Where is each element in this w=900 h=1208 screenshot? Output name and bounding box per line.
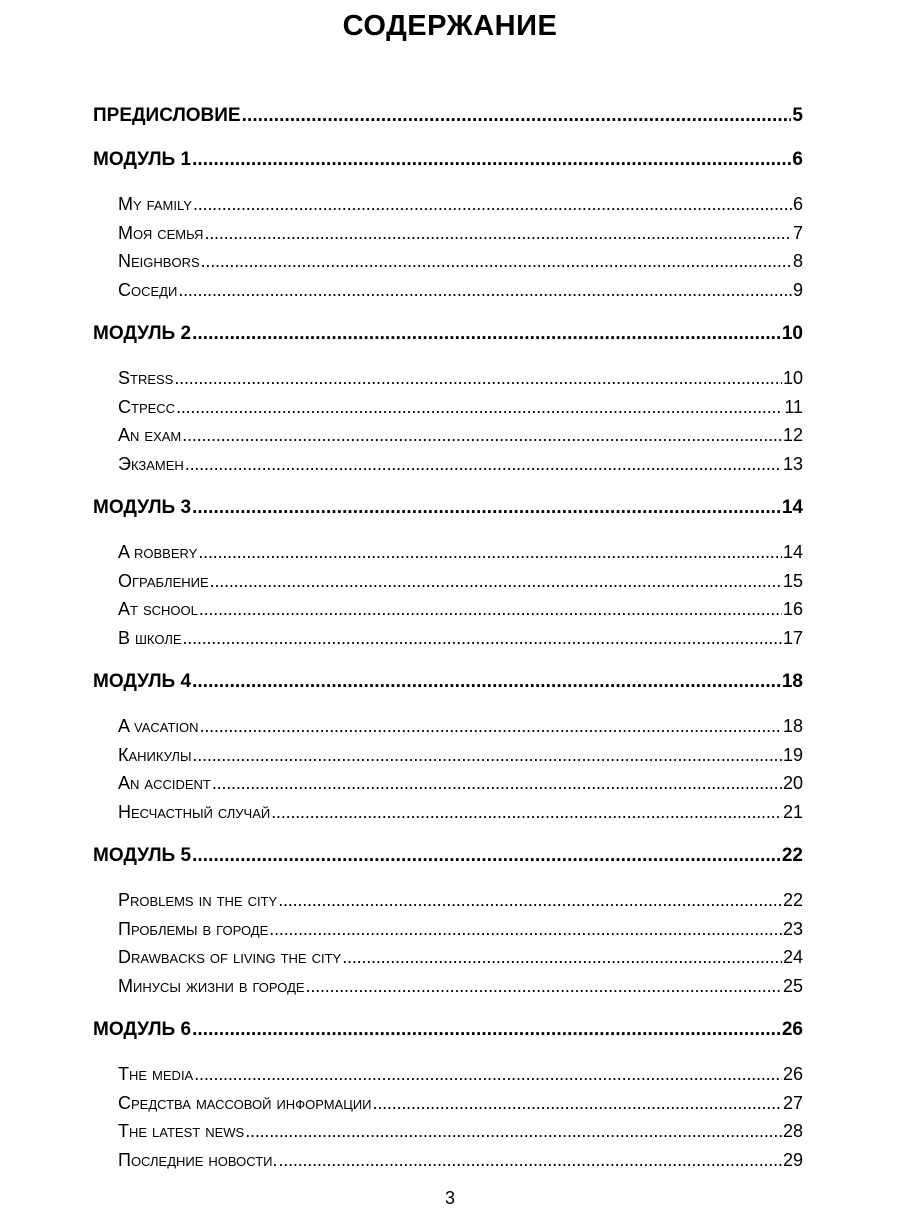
page-title: СОДЕРЖАНИЕ xyxy=(342,10,558,42)
toc-entry-page: 6 xyxy=(792,194,803,214)
toc-entry-page: 24 xyxy=(782,947,803,967)
toc-entry-page: 28 xyxy=(782,1121,803,1141)
toc-module-heading-page: 26 xyxy=(781,1019,803,1040)
toc-entry-label: Проблемы в городе xyxy=(118,918,269,939)
toc-entry-page: 11 xyxy=(784,396,803,417)
toc-entry[interactable] xyxy=(118,798,803,827)
dot-leader xyxy=(306,972,782,1001)
toc-entry-page: 21 xyxy=(782,801,803,822)
toc-entry-page: 22 xyxy=(782,890,803,910)
dot-leader xyxy=(192,146,791,174)
toc-entry-label: Стресс xyxy=(118,396,176,417)
dot-leader xyxy=(279,1146,782,1175)
toc-entry[interactable] xyxy=(118,421,803,450)
toc-entry-label: Последние новости. xyxy=(118,1149,278,1170)
toc-entry-label: Neighbors xyxy=(118,251,200,271)
toc-entry-label: An accident xyxy=(118,773,211,793)
toc-module-heading-label: МОДУЛЬ 4 xyxy=(93,671,192,692)
toc-module-section xyxy=(93,320,803,478)
toc-module-section xyxy=(93,146,803,304)
dot-leader xyxy=(183,624,782,653)
dot-leader xyxy=(192,494,781,522)
toc-entry[interactable] xyxy=(118,624,803,653)
toc-entry-page: 19 xyxy=(782,744,803,765)
toc-preface-section xyxy=(93,102,803,130)
toc-entry[interactable] xyxy=(118,219,803,248)
toc-entry-label: Моя семья xyxy=(118,222,204,243)
toc-entry-label: Соседи xyxy=(118,279,178,300)
dot-leader xyxy=(210,567,782,596)
toc-module-heading[interactable] xyxy=(93,1016,803,1044)
toc-entry[interactable] xyxy=(118,567,803,596)
dot-leader xyxy=(178,276,792,305)
dot-leader xyxy=(200,712,782,741)
toc-module-section xyxy=(93,668,803,826)
page-number: 3 xyxy=(444,1188,455,1208)
toc-module-heading-label: МОДУЛЬ 3 xyxy=(93,497,192,518)
dot-leader xyxy=(342,943,782,972)
toc-entry-label: Problems in the city xyxy=(118,890,278,910)
toc-module-heading[interactable] xyxy=(93,146,803,174)
toc-entry-page: 12 xyxy=(782,425,803,445)
toc-entry[interactable] xyxy=(118,886,803,915)
toc-entry-page: 18 xyxy=(782,716,803,736)
toc-entry[interactable] xyxy=(118,769,803,798)
toc-entry-page: 10 xyxy=(782,368,803,388)
dot-leader xyxy=(192,1016,781,1044)
dot-leader xyxy=(198,538,782,567)
toc-entry[interactable] xyxy=(118,915,803,944)
toc-module-heading[interactable] xyxy=(93,668,803,696)
toc-module-heading-page: 10 xyxy=(781,323,803,344)
dot-leader xyxy=(269,915,782,944)
toc-module-heading-page: 14 xyxy=(781,497,803,518)
toc-entry-page: 7 xyxy=(792,222,803,243)
toc-entry-label: Несчастный случай xyxy=(118,801,271,822)
dot-leader xyxy=(194,1060,782,1089)
toc-module-heading-label: МОДУЛЬ 1 xyxy=(93,149,192,170)
toc-module-heading-page: 6 xyxy=(792,149,803,170)
toc-entry[interactable] xyxy=(118,364,803,393)
toc-entry-label: Ограбление xyxy=(118,570,209,591)
toc-entry[interactable] xyxy=(118,1146,803,1175)
toc-entry[interactable] xyxy=(118,712,803,741)
toc-entry-label: Drawbacks of living the city xyxy=(118,947,342,967)
toc-entry-label: Средства массовой информации xyxy=(118,1092,372,1113)
toc-entry[interactable] xyxy=(118,972,803,1001)
toc-entry-label: A vacation xyxy=(118,716,199,736)
toc-entry-label: Экзамен xyxy=(118,453,184,474)
toc-entry[interactable] xyxy=(118,943,803,972)
toc-entry[interactable] xyxy=(118,276,803,305)
toc-module-heading-label: МОДУЛЬ 6 xyxy=(93,1019,192,1040)
dot-leader xyxy=(192,320,781,348)
toc-entry-label: В школе xyxy=(118,627,182,648)
dot-leader xyxy=(373,1089,782,1118)
toc-entry-page: 9 xyxy=(792,279,803,300)
toc-entry-page: 15 xyxy=(782,570,803,591)
toc-entry-page: 23 xyxy=(782,918,803,939)
dot-leader xyxy=(182,421,782,450)
toc-entry-page: 16 xyxy=(782,599,803,619)
dot-leader xyxy=(176,393,783,422)
toc-entry-label: Stress xyxy=(118,368,174,388)
toc-module-heading-label: МОДУЛЬ 2 xyxy=(93,323,192,344)
dot-leader xyxy=(174,364,782,393)
dot-leader xyxy=(204,219,792,248)
toc-preface-page: 5 xyxy=(792,105,803,126)
toc-entry[interactable] xyxy=(118,741,803,770)
toc-entry-page: 27 xyxy=(782,1092,803,1113)
toc-modules xyxy=(93,146,803,1174)
toc-entry-label: The media xyxy=(118,1064,194,1084)
dot-leader xyxy=(185,450,782,479)
toc-entry-page: 20 xyxy=(782,773,803,793)
toc-module-heading-label: МОДУЛЬ 5 xyxy=(93,845,192,866)
dot-leader xyxy=(192,741,781,770)
dot-leader xyxy=(199,595,782,624)
dot-leader xyxy=(242,102,792,130)
dot-leader xyxy=(192,668,781,696)
toc-entry-page: 29 xyxy=(782,1149,803,1170)
toc-preface-label: ПРЕДИСЛОВИЕ xyxy=(93,105,241,126)
toc-entry[interactable] xyxy=(118,1117,803,1146)
dot-leader xyxy=(193,190,792,219)
toc-entry-page: 8 xyxy=(792,251,803,271)
toc-entry[interactable] xyxy=(118,393,803,422)
toc-entry-label: A robbery xyxy=(118,542,198,562)
toc-entry-label: An exam xyxy=(118,425,182,445)
toc-preface-row[interactable] xyxy=(93,102,803,130)
toc-entry-label: Минусы жизни в городе xyxy=(118,975,305,996)
toc-entry-page: 14 xyxy=(782,542,803,562)
toc-entry-label: Каникулы xyxy=(118,744,192,765)
toc-entry[interactable] xyxy=(118,190,803,219)
dot-leader xyxy=(212,769,782,798)
toc-entry-label: My family xyxy=(118,194,192,214)
toc-entry[interactable] xyxy=(118,538,803,567)
dot-leader xyxy=(278,886,782,915)
toc-module-heading[interactable] xyxy=(93,494,803,522)
dot-leader xyxy=(192,842,781,870)
toc-entry-page: 17 xyxy=(782,627,803,648)
toc-entry[interactable] xyxy=(118,450,803,479)
toc-entry-label: The latest news xyxy=(118,1121,245,1141)
toc-module-section xyxy=(93,494,803,652)
toc-entry[interactable] xyxy=(118,1089,803,1118)
table-of-contents xyxy=(93,102,803,1190)
toc-module-heading[interactable] xyxy=(93,320,803,348)
dot-leader xyxy=(271,798,782,827)
toc-module-heading-page: 18 xyxy=(781,671,803,692)
toc-module-section xyxy=(93,1016,803,1174)
toc-entry[interactable] xyxy=(118,1060,803,1089)
toc-entry-page: 13 xyxy=(782,453,803,474)
toc-entry-page: 26 xyxy=(782,1064,803,1084)
toc-entry-page: 25 xyxy=(782,975,803,996)
toc-module-heading[interactable] xyxy=(93,842,803,870)
toc-entry[interactable] xyxy=(118,595,803,624)
toc-module-heading-page: 22 xyxy=(781,845,803,866)
toc-entry-label: At school xyxy=(118,599,198,619)
toc-module-section xyxy=(93,842,803,1000)
dot-leader xyxy=(245,1117,782,1146)
toc-entry[interactable] xyxy=(118,247,803,276)
dot-leader xyxy=(201,247,792,276)
